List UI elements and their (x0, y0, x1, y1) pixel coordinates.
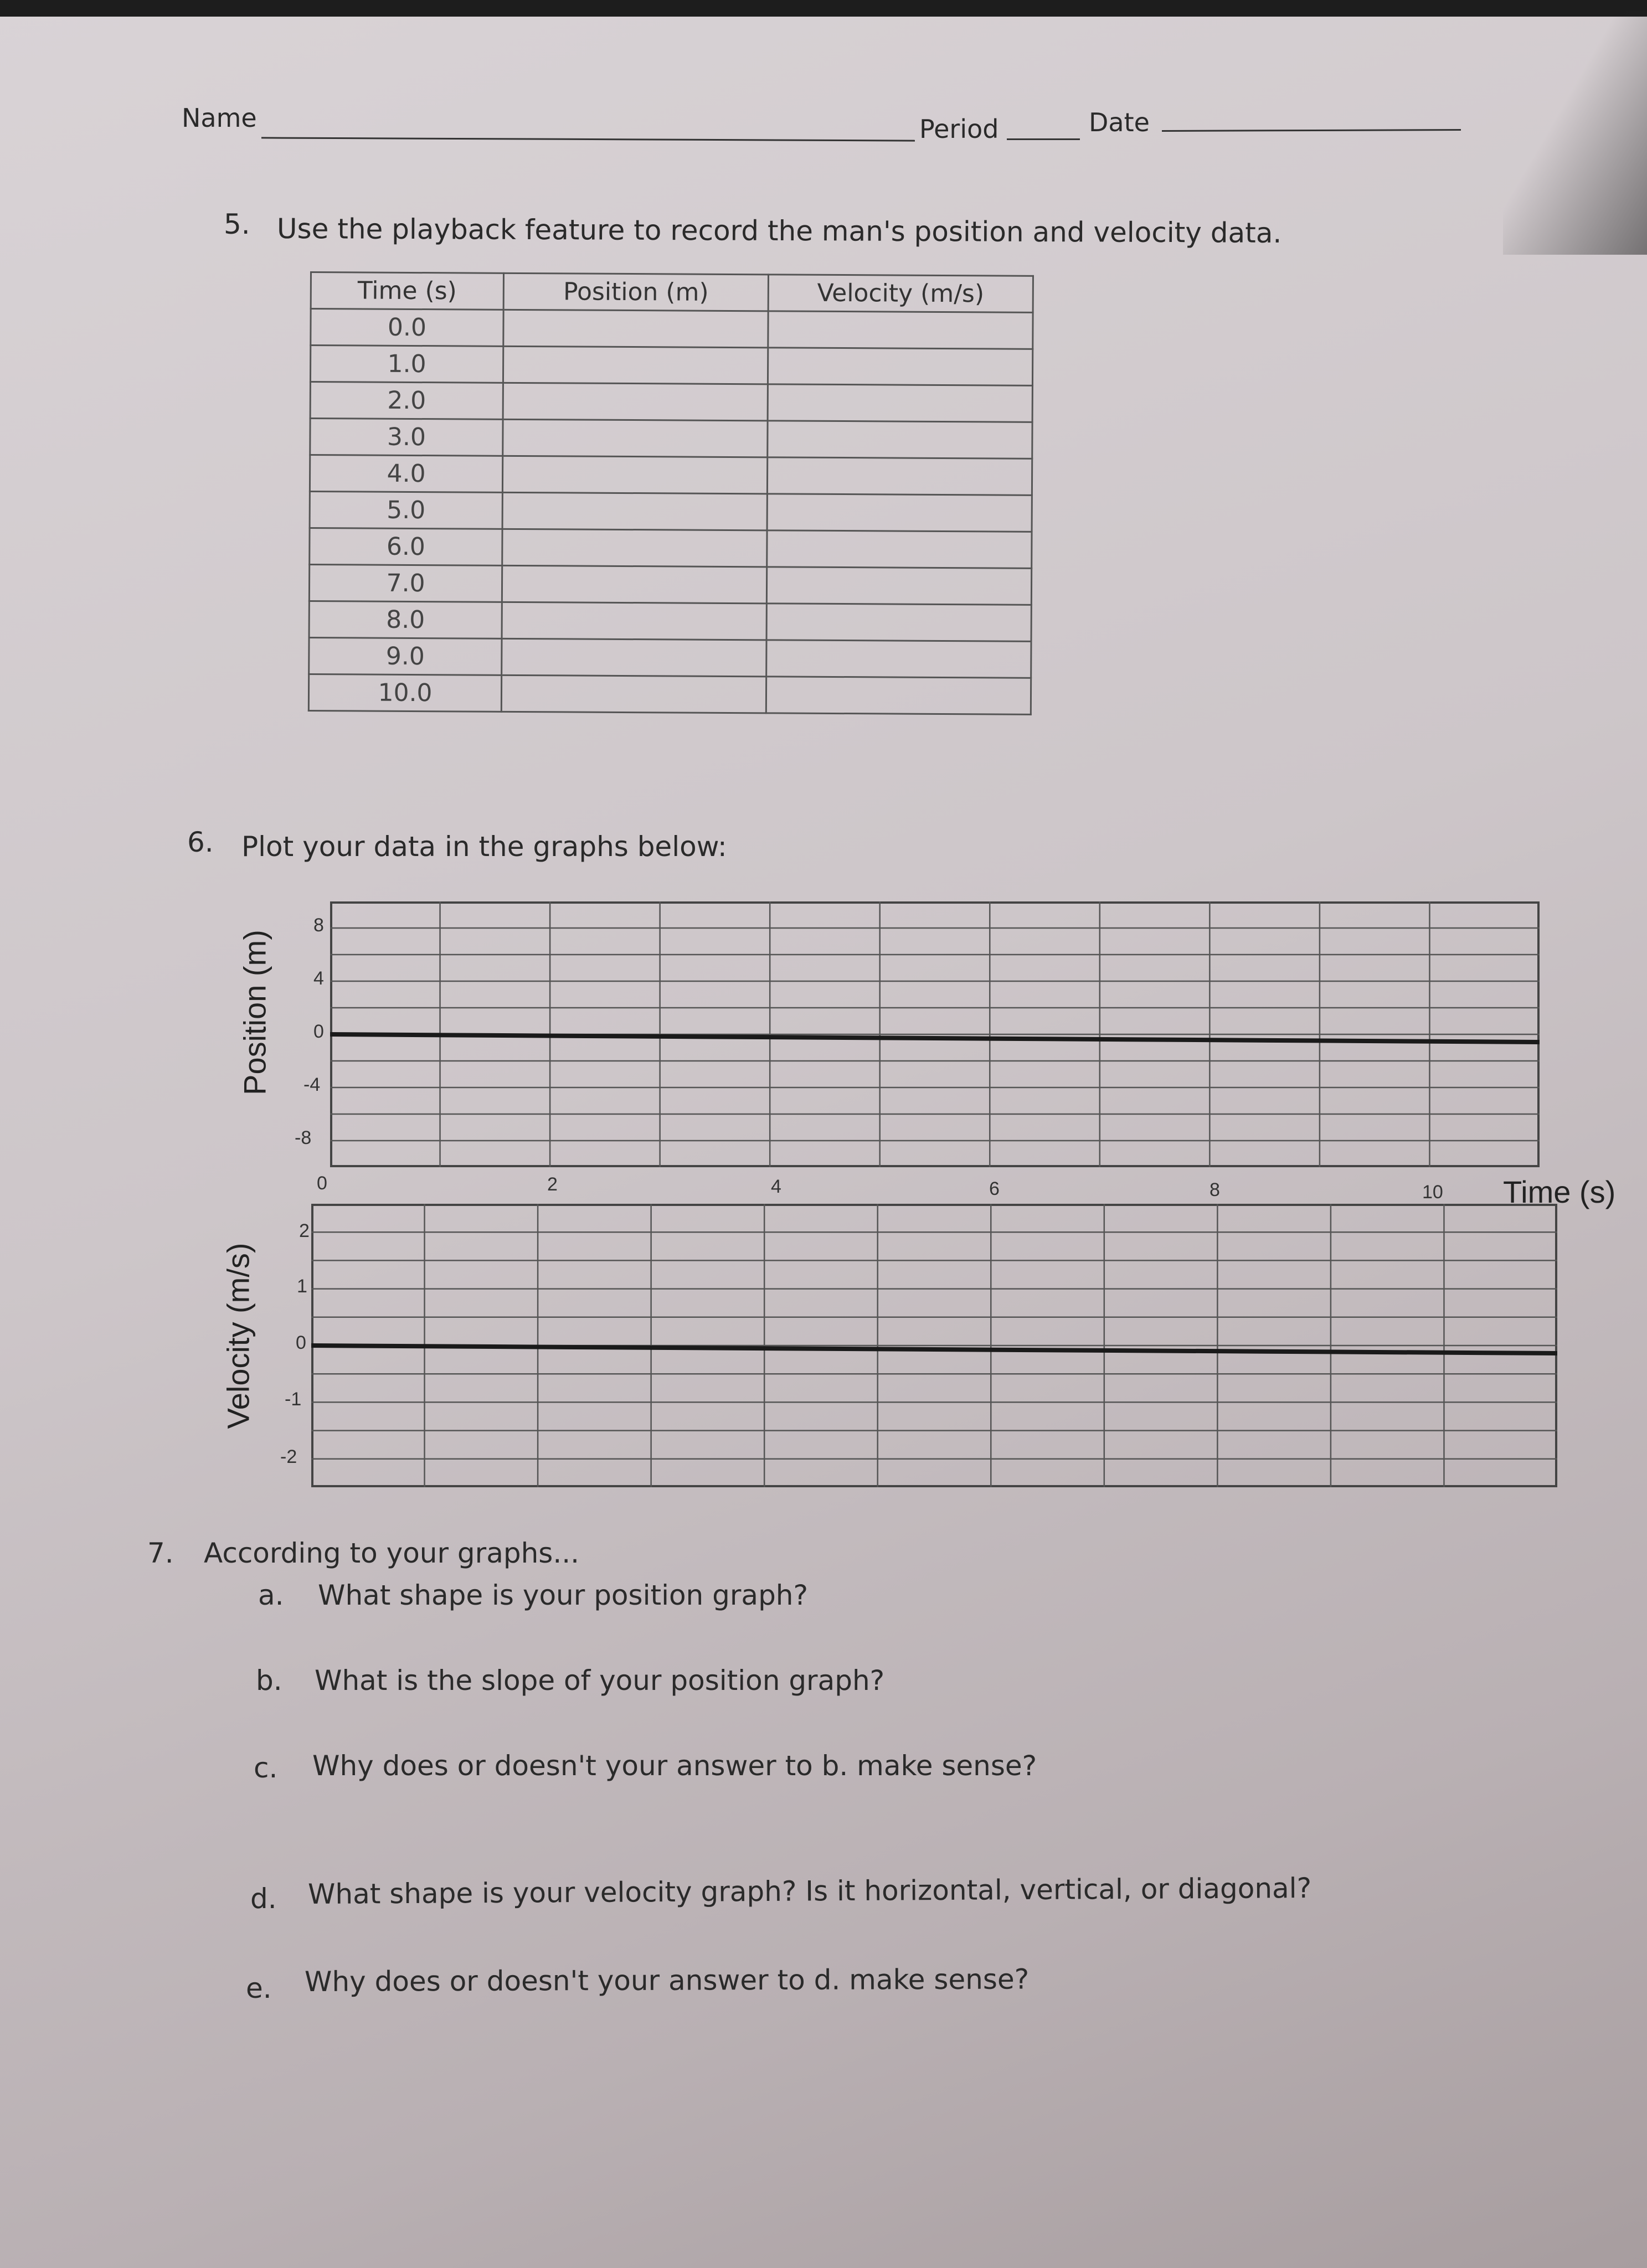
table-row (309, 637, 1031, 678)
q7d-letter: d. (250, 1883, 277, 1915)
x-tick: 10 (1422, 1182, 1443, 1203)
position-cell[interactable] (502, 529, 767, 567)
time-cell: 4.0 (310, 455, 502, 493)
velocity-cell[interactable] (768, 348, 1032, 386)
y-tick: -8 (295, 1127, 312, 1148)
time-cell: 8.0 (309, 601, 502, 638)
q7-intro: According to your graphs... (204, 1537, 580, 1569)
time-cell: 10.0 (308, 674, 501, 712)
q7d-text: What shape is your velocity graph? Is it horizontal, vertical, or diagonal? (307, 1872, 1312, 1910)
time-cell: 6.0 (310, 528, 502, 566)
velocity-axis-label: Velocity (m/s) (220, 1243, 256, 1429)
position-cell[interactable] (502, 456, 767, 494)
q7e-letter: e. (246, 1972, 272, 2004)
dark-edge (0, 0, 1647, 17)
table-header-row (311, 272, 1033, 313)
velocity-graph-grid[interactable] (311, 1204, 1557, 1487)
x-tick: 2 (547, 1174, 558, 1195)
y-tick: -4 (303, 1074, 321, 1095)
q7a-letter: a. (258, 1579, 284, 1611)
date-label: Date (1089, 107, 1150, 137)
velocity-cell[interactable] (766, 677, 1031, 715)
date-blank[interactable] (1162, 129, 1461, 132)
time-cell: 1.0 (310, 346, 503, 383)
position-axis-label: Position (m) (237, 930, 272, 1095)
velocity-header: Velocity (m/s) (768, 275, 1033, 313)
position-cell[interactable] (503, 383, 768, 421)
time-cell: 2.0 (310, 382, 503, 420)
velocity-cell[interactable] (766, 567, 1031, 605)
table-row (310, 528, 1032, 569)
velocity-cell[interactable] (766, 604, 1031, 642)
y-tick: 0 (313, 1021, 324, 1042)
y-tick: -2 (280, 1446, 297, 1467)
table-row (309, 601, 1031, 641)
q5-text: Use the playback feature to record the man's position and velocity data. (276, 213, 1282, 249)
velocity-cell[interactable] (768, 384, 1032, 422)
q7e-text: Why does or doesn't your answer to d. make sense? (304, 1963, 1030, 1998)
time-cell: 3.0 (310, 419, 503, 456)
position-header: Position (m) (503, 273, 768, 311)
time-cell: 7.0 (309, 565, 502, 602)
time-cell: 9.0 (309, 637, 502, 675)
q7b-letter: b. (256, 1664, 282, 1697)
q7c-letter: c. (254, 1752, 278, 1784)
y-tick: -1 (285, 1389, 302, 1410)
table-row (310, 382, 1032, 422)
velocity-cell[interactable] (766, 640, 1031, 678)
table-row (309, 565, 1031, 605)
y-tick: 0 (296, 1332, 306, 1353)
velocity-cell[interactable] (768, 421, 1032, 459)
table-row (308, 674, 1031, 714)
table-row (311, 309, 1033, 349)
velocity-cell[interactable] (767, 530, 1032, 569)
q6-text: Plot your data in the graphs below: (241, 831, 727, 863)
position-cell[interactable] (501, 675, 766, 713)
q7-number: 7. (147, 1537, 174, 1569)
table-row (310, 419, 1032, 459)
table-row (310, 346, 1032, 386)
position-cell[interactable] (503, 310, 768, 348)
period-label: Period (919, 114, 999, 144)
q7b-text: What is the slope of your position graph? (315, 1664, 885, 1697)
x-tick: 0 (317, 1173, 327, 1194)
velocity-cell[interactable] (767, 457, 1032, 496)
y-tick: 2 (299, 1220, 310, 1241)
position-cell[interactable] (502, 602, 766, 640)
paper-shadow (1503, 11, 1647, 255)
y-tick: 4 (313, 968, 324, 989)
time-axis-label: Time (s) (1503, 1174, 1616, 1209)
period-blank[interactable] (1007, 138, 1080, 140)
data-table (308, 271, 1034, 715)
velocity-cell[interactable] (767, 494, 1032, 532)
time-cell: 0.0 (311, 309, 503, 347)
velocity-cell[interactable] (768, 311, 1033, 349)
q6-number: 6. (187, 826, 214, 858)
zero-axis-line (330, 1034, 1540, 1042)
position-cell[interactable] (502, 638, 766, 677)
x-tick: 8 (1209, 1179, 1220, 1200)
q5-number: 5. (224, 208, 250, 240)
position-graph-grid[interactable] (330, 901, 1540, 1167)
table-row (310, 455, 1032, 496)
name-blank[interactable] (261, 137, 915, 141)
table-row (310, 492, 1032, 532)
time-header: Time (s) (311, 272, 503, 310)
q7c-text: Why does or doesn't your answer to b. make sense? (312, 1750, 1037, 1782)
y-tick: 8 (313, 915, 324, 936)
y-tick: 1 (297, 1276, 307, 1297)
zero-axis-line (311, 1346, 1557, 1353)
position-cell[interactable] (503, 419, 768, 457)
position-cell[interactable] (502, 492, 767, 530)
x-tick: 4 (771, 1176, 781, 1197)
time-cell: 5.0 (310, 492, 502, 529)
position-cell[interactable] (503, 346, 768, 384)
x-tick: 6 (989, 1178, 1000, 1199)
position-cell[interactable] (502, 565, 766, 604)
q7a-text: What shape is your position graph? (318, 1579, 809, 1611)
name-label: Name (182, 103, 257, 133)
